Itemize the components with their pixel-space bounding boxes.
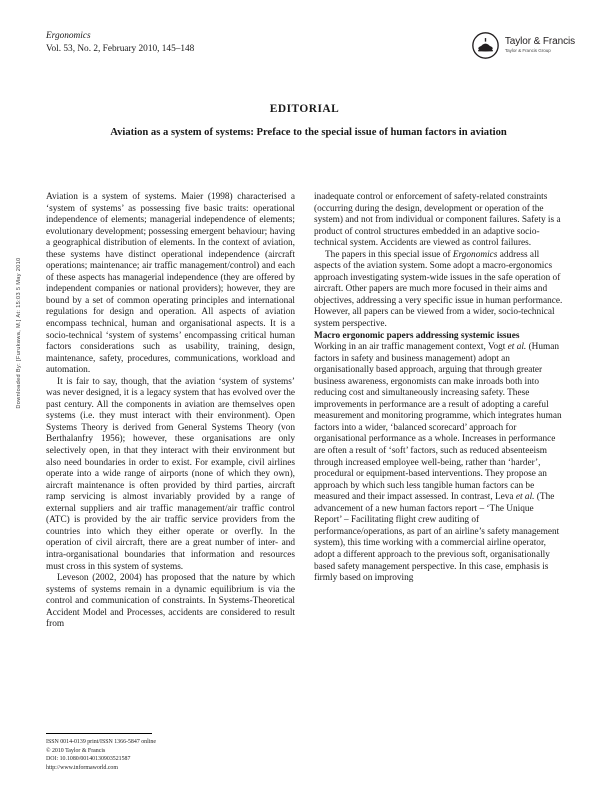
section-heading: Macro ergonomic papers addressing systemic issues <box>314 330 520 341</box>
paragraph: It is fair to say, though, that the aviation ‘system of systems’ was never designed, it is a legacy system that has evolved over the past century. All the components in aviation are themselves open systems (i.e. they must interact with their environment). Open Systems Theory is derived from General Systems Theory (von Berthalanfry 1956); however, these organisations are only selectively open, in that they interact with their environment but also need boundaries in order to exist. For example, civil airlines operate into a wide range of airports (none of which they own), aircraft maintenance is often provided by third parties, aircraft ramp servicing is almost invariably provided by a range of external suppliers and air traffic management/air traffic control (ATC) is provided by the air traffic service providers from the countries into which they either operate or overfly. In the operation of civil aircraft, there are a great number of inter- and intra-organisational boundaries that information and resources must cross in this system of systems. <box>46 376 295 572</box>
publisher-logo-text <box>505 37 575 54</box>
footer-issn: ISSN 0014-0139 print/ISSN 1366-5847 online <box>46 739 156 745</box>
footer-rule <box>46 733 152 734</box>
paragraph: Working in an air traffic management context, Vogt et al. (Human factors in safety and business management) adopt an organisationally based approach, arguing that through greater business awareness, ergonomists can make inroads both into reducing cost and simultaneously increasing safety. These improvements in performance are a result of adopting a careful measurement and monitoring programme, which integrates human factors into a wider, ‘balanced scorecard’ approach for organisational performance as a whole. Increases in performance are often a result of ‘soft’ factors, such as reduced absenteeism through increased employee well-being, rather than ‘harder’, procedural or equipment-based interventions. They propose an approach by which such less tangible human factors can be measured and their impact assessed. In contrast, Leva et al. (The advancement of a new human factors report – ‘The Unique Report’ – Facilitating flight crew auditing of performance/operations, as part of an airline’s safety management system), this time working with a commercial airline operator, adopt a different approach to the previous soft, organisationally based safety management perspective. In this case, emphasis is firmly based on improving <box>314 342 562 584</box>
article-type-label: EDITORIAL <box>269 103 340 115</box>
column-left <box>46 192 295 712</box>
publisher-name: Taylor & Francis <box>504 35 575 47</box>
paragraph: Aviation is a system of systems. Maier (1998) characterised a ‘system of systems’ as possessing five basic traits: operational independence of elements; managerial independence of elements; evolutionary development; possessing emergent behaviour; having a geographical distribution of elements. In the context of aviation, these systems have distinct operational independence (aircraft operations; maintenance; air traffic management/control) and each of these aspects has managerial independence (they are offered by independent companies or national providers); however, they are bound by a set of common operating principles and international regulations for design and operation. All aspects of aviation encompass technical, human and organisational aspects. It is a socio-technical ‘system of systems’ encompassing critical human factors considerations such as usability, training, design, maintenance, safety, procedures, communications, workload and automation. <box>46 192 295 376</box>
footer-url[interactable]: http://www.informaworld.com <box>46 764 118 771</box>
article-body <box>46 192 564 712</box>
paragraph: inadequate control or enforcement of safety-related constraints (occurring during the design, development or operation of the system) and not from individual or component failures. Safety is a product of control structures embedded in an adaptive socio-technical system. Accidents are viewed as control failures. <box>314 192 561 249</box>
paragraph: The papers in this special issue of Ergonomics address all aspects of the aviation system. Some adopt a macro-ergonomics approach investigating system-wide issues in the safe operation of aircraft. Other papers are much more focused in their aims and objectives, addressing a very specific issue in human performance. However, all papers can be viewed from a wider, socio-technical system perspective. <box>314 249 563 330</box>
publisher-logo <box>472 32 575 59</box>
paragraph: Leveson (2002, 2004) has proposed that the nature by which systems of systems remain in a dynamic equilibrium is via the control and communication of constraints. In Systems-Theoretical Accident Model and Processes, accidents are considered to result from <box>46 573 295 630</box>
footer <box>46 738 156 772</box>
publisher-group: Taylor & Francis Group <box>504 48 551 54</box>
column-right <box>314 192 563 712</box>
masthead <box>46 30 575 80</box>
footer-copyright: © 2010 Taylor & Francis <box>46 747 106 754</box>
download-stamp: Downloaded By: [Furukawa, M.] At: 15:03 5 May 2010 <box>16 257 22 409</box>
footer-doi: DOI: 10.1080/00140130903521587 <box>46 756 131 763</box>
page-title: Aviation as a system of systems: Preface to the special issue of human factors in aviation <box>110 127 507 138</box>
taylor-francis-emblem-icon <box>472 32 499 59</box>
journal-name: Ergonomics <box>46 31 91 41</box>
issue-line: Vol. 53, No. 2, February 2010, 145–148 <box>46 44 195 54</box>
